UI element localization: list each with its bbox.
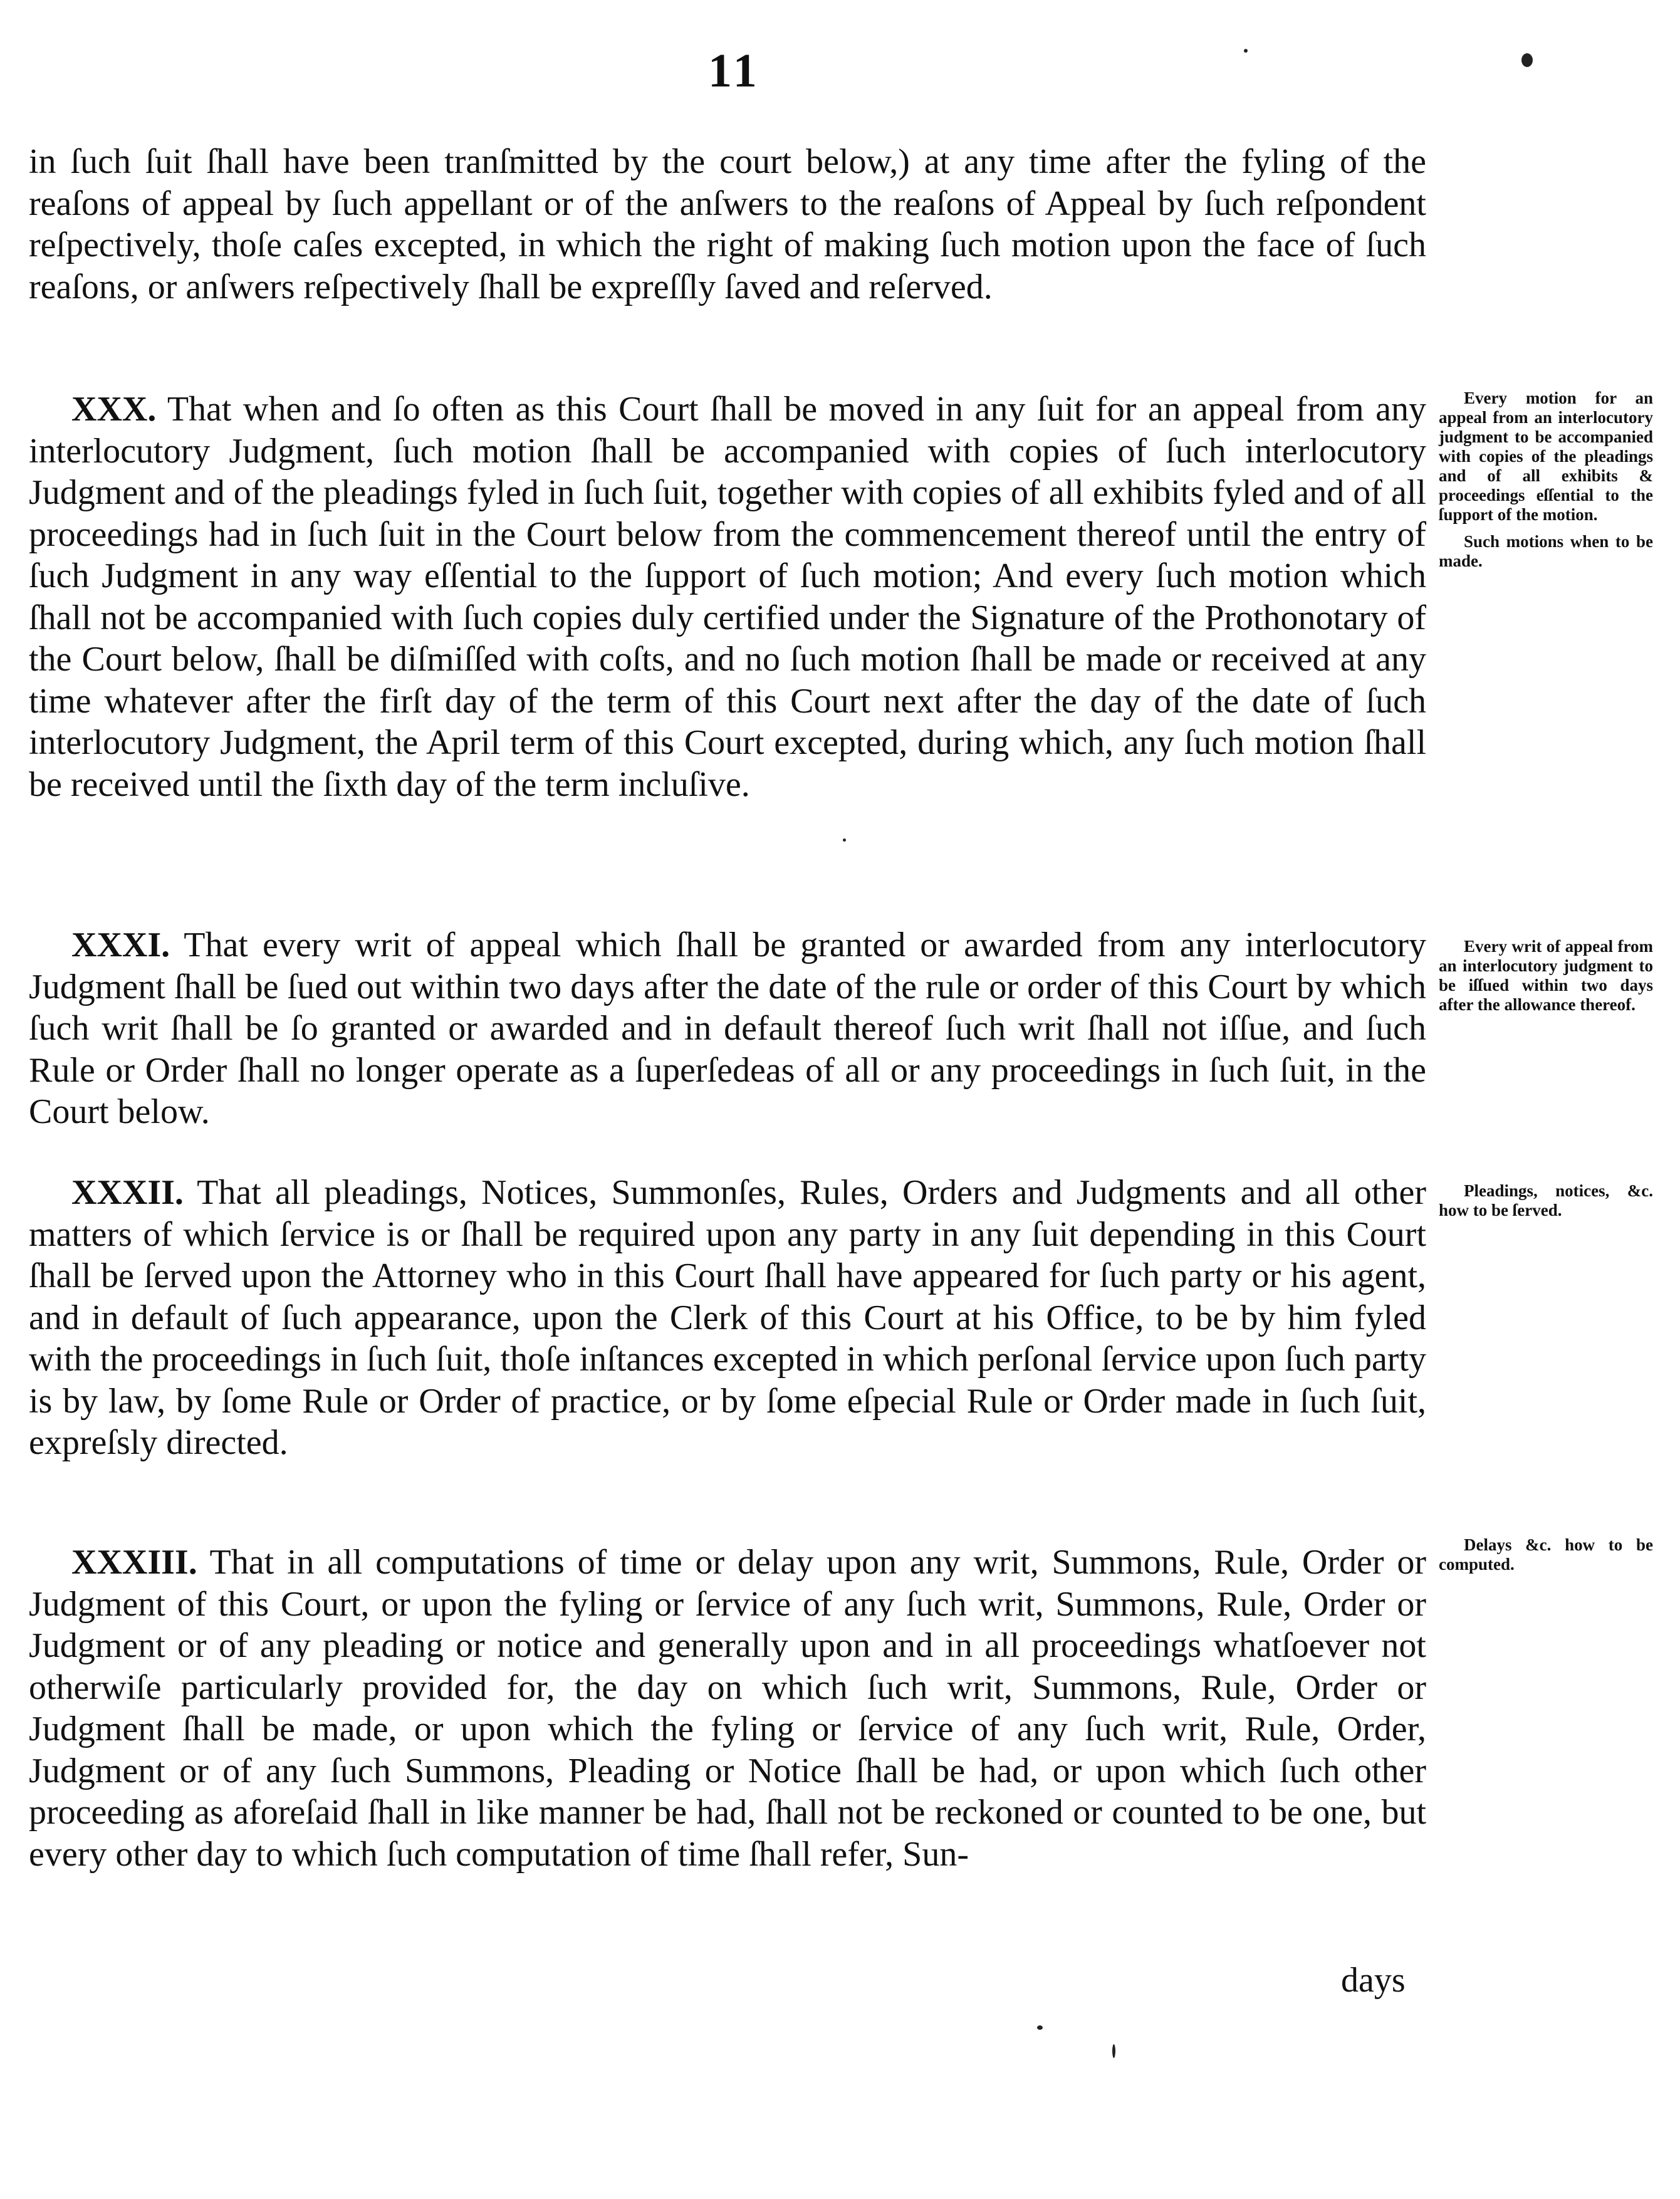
section-xxxii-numeral: XXXII. xyxy=(71,1173,184,1212)
section-xxxii xyxy=(29,1172,1426,1464)
scan-speck xyxy=(1521,53,1533,67)
margin-note-xxx-motion: Every motion for an appeal from an interlocutory judgment to be accompanied with copies of the pleadings and of all exhibits & proceedings eſſential to the ſupport of the motion. xyxy=(1439,389,1653,524)
section-xxxi-text: That every writ of appeal which ſhall be granted or awarded from any interlocutory Judgment ſhall be ſued out within two days after the date of the rule or order of this Court by which ſuch writ ſhall be ſo granted or awarded and in default thereof ſuch writ ſhall not iſſue, and ſuch Rule or Order ſhall no longer operate as a ſuperſedeas of all or any proceedings in ſuch ſuit, in the Court below. xyxy=(29,926,1426,1131)
margin-note-xxxiii xyxy=(1439,1535,1653,1582)
section-xxx-body xyxy=(29,389,1426,805)
continuation-paragraph xyxy=(29,141,1426,308)
margin-note-xxxi xyxy=(1439,937,1653,1022)
section-xxx xyxy=(29,389,1426,805)
scan-speck xyxy=(1244,49,1248,53)
scan-speck xyxy=(1037,2025,1043,2030)
margin-note-xxx-when: Such motions when to be made. xyxy=(1439,532,1653,570)
page-number: 11 xyxy=(708,44,761,97)
margin-note-xxxii xyxy=(1439,1181,1653,1228)
section-xxx-numeral: XXX. xyxy=(71,390,157,429)
margin-note-xxx xyxy=(1439,389,1653,578)
catchword: days xyxy=(1341,1961,1406,2000)
scan-speck xyxy=(843,838,846,842)
continuation-text: in ſuch ſuit ſhall have been tranſmitted by the court below,) at any time after the fyling of the reaſons of appeal by ſuch appellant or of the anſwers to the reaſons of Appeal by ſuch reſpondent reſpectively, thoſe caſes excepted, in which the right of making ſuch motion upon the face of ſuch reaſons, or anſwers reſpectively ſhall be expreſſly ſaved and reſerved. xyxy=(29,142,1426,306)
section-xxxi-numeral: XXXI. xyxy=(71,926,170,964)
section-xxx-text: That when and ſo often as this Court ſhall be moved in any ſuit for an appeal from any interlocutory Judgment, ſuch motion ſhall be accompanied with copies of ſuch interlocutory Judgment and of the pleadings fyled in ſuch ſuit, together with copies of all exhibits fyled and of all proceedings had in ſuch ſuit in the Court below from the commencement thereof until the entry of ſuch Judgment in any way eſſential to the ſupport of ſuch motion; And every ſuch motion which ſhall not be accompanied with ſuch copies duly certified under the Signature of the Prothonotary of the Court below, ſhall be diſmiſſed with coſts, and no ſuch motion ſhall be made or received at any time whatever after the firſt day of the term of this Court next after the day of the date of ſuch interlocutory Judgment, the April term of this Court excepted, during which, any ſuch motion ſhall be received until the ſixth day of the term incluſive. xyxy=(29,390,1426,804)
section-xxxi-body xyxy=(29,924,1426,1133)
section-xxxiii-text: That in all computations of time or delay upon any writ, Summons, Rule, Order or Judgment of this Court, or upon the fyling or ſervice of any ſuch writ, Summons, Rule, Order or Judgment or of any pleading or notice and generally upon and in all proceedings whatſoever not otherwiſe particularly provided for, the day on which ſuch writ, Summons, Rule, Order or Judgment ſhall be made, or upon which the fyling or ſervice of any ſuch writ, Rule, Order, Judgment or of any ſuch Summons, Pleading or Notice ſhall be had, or upon which ſuch other proceeding as aforeſaid ſhall in like manner be had, ſhall not be reckoned or counted to be one, but every other day to which ſuch computation of time ſhall refer, Sun- xyxy=(29,1543,1426,1874)
section-xxxiii-numeral: XXXIII. xyxy=(71,1543,197,1582)
section-xxxiii-body xyxy=(29,1542,1426,1875)
section-xxxii-text: That all pleadings, Notices, Summonſes, Rules, Orders and Judgments and all other matters of which ſervice is or ſhall be required upon any party in any ſuit depending in this Court ſhall be ſerved upon the Attorney who in this Court ſhall have appeared for ſuch party or his agent, and in default of ſuch appearance, upon the Clerk of this Court at his Office, to be by him fyled with the proceedings in ſuch ſuit, thoſe inſtances excepted in which perſonal ſervice upon ſuch party is by law, by ſome Rule or Order of practice, or by ſome eſpecial Rule or Order made in ſuch ſuit, expreſsly directed. xyxy=(29,1173,1426,1462)
section-xxxi xyxy=(29,924,1426,1133)
section-xxxiii xyxy=(29,1542,1426,1875)
scan-speck xyxy=(1112,2044,1115,2058)
margin-note-xxxiii-computed: Delays &c. how to be computed. xyxy=(1439,1535,1653,1574)
margin-note-xxxii-service: Pleadings, notices, &c. how to be ſerved. xyxy=(1439,1181,1653,1220)
margin-note-xxxi-writ: Every writ of appeal from an interlocutory judgment to be iſſued within two days after the allowance thereof. xyxy=(1439,937,1653,1014)
section-xxxii-body xyxy=(29,1172,1426,1464)
